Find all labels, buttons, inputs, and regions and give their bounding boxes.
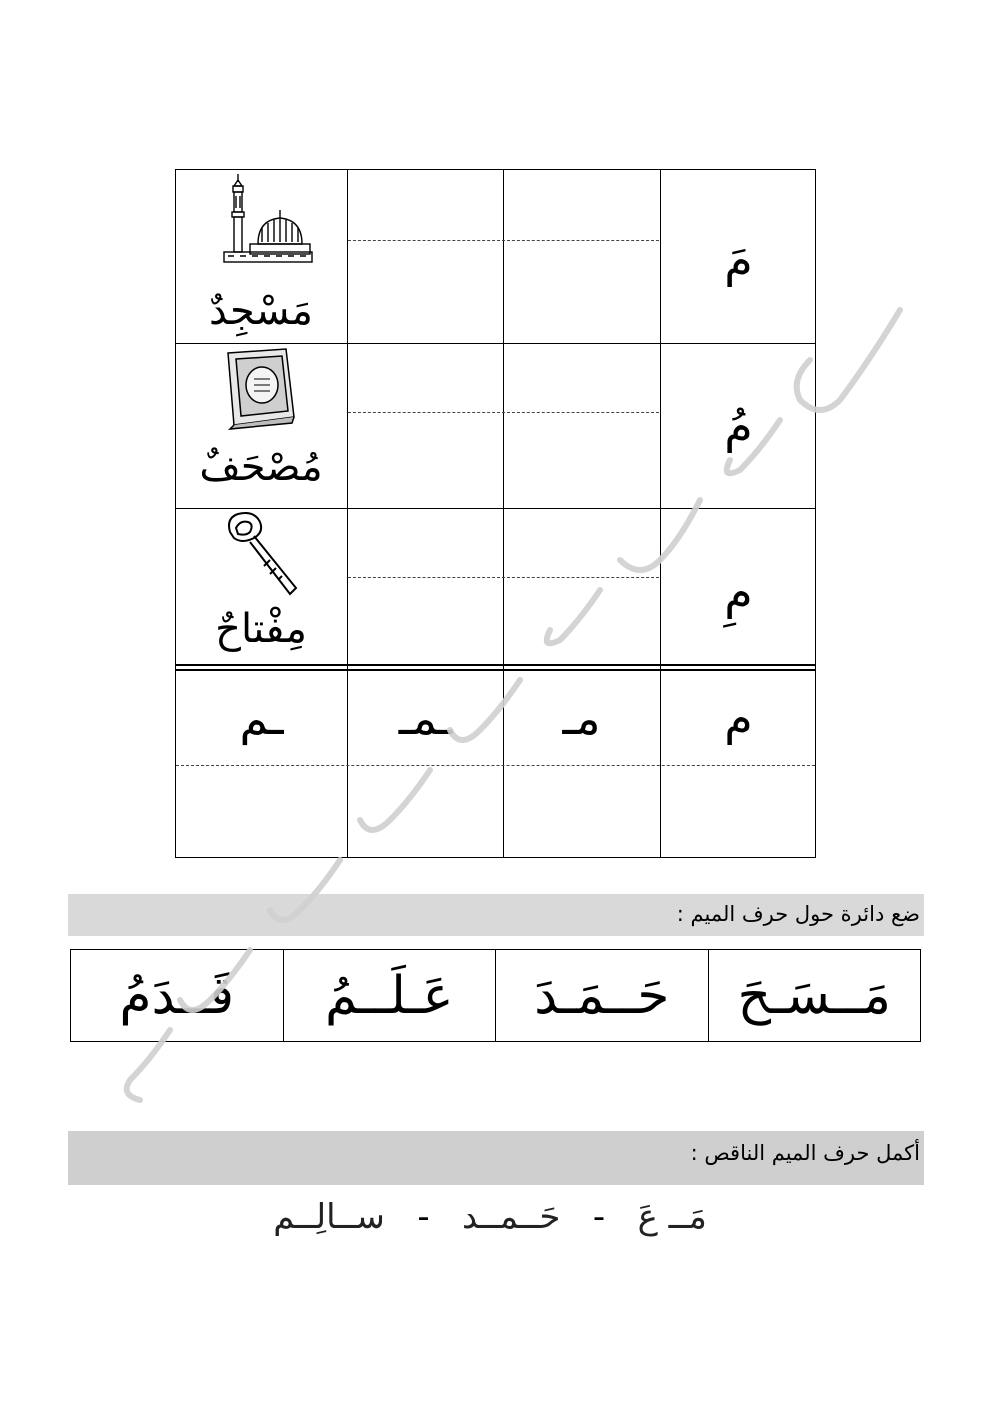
table-divider <box>503 170 504 857</box>
form-initial: مـ <box>562 691 601 745</box>
word-cell[interactable]: حَــمَـدَ <box>495 950 708 1041</box>
words-table <box>70 949 921 1042</box>
table-divider <box>347 170 348 857</box>
thick-divider <box>176 664 815 666</box>
guide-line <box>348 240 659 241</box>
mosque-icon <box>214 172 314 272</box>
form-medial: ـمـ <box>398 691 453 745</box>
thick-divider <box>176 669 815 671</box>
key-icon <box>220 510 310 600</box>
complete-item[interactable]: ســالِــم <box>273 1197 385 1237</box>
row-divider <box>176 343 815 344</box>
guide-line <box>348 577 659 578</box>
separator: - <box>592 1197 606 1237</box>
quran-book-icon <box>216 345 302 431</box>
form-final: ـم <box>239 691 284 745</box>
letter-practice-table <box>175 169 816 858</box>
letter-fatha: مَ <box>724 233 753 287</box>
row-divider <box>176 508 815 509</box>
word-cell[interactable]: مَــسَـحَ <box>708 950 921 1041</box>
letter-damma: مُ <box>724 399 753 453</box>
complete-item[interactable]: مَــ عَ <box>637 1197 707 1237</box>
guide-line <box>176 765 815 766</box>
instruction-bar-circle: ضع دائرة حول حرف الميم : <box>68 894 924 936</box>
complete-words-line <box>230 1192 750 1242</box>
word-mushaf: مُصْحَفٌ <box>199 444 323 490</box>
word-masjid: مَسْجِدٌ <box>209 288 313 334</box>
complete-item[interactable]: حَــمــد <box>462 1197 561 1237</box>
guide-line <box>348 412 659 413</box>
instruction-bar-complete: أكمل حرف الميم الناقص : <box>68 1131 924 1185</box>
word-miftah: مِفْتاحٌ <box>215 606 307 652</box>
letter-kasra: مِ <box>724 565 753 619</box>
form-isolated: م <box>724 691 753 745</box>
separator: - <box>417 1197 430 1237</box>
word-cell[interactable]: عَـلَــمُ <box>283 950 496 1041</box>
word-cell[interactable]: قَــدَمُ <box>119 965 235 1026</box>
